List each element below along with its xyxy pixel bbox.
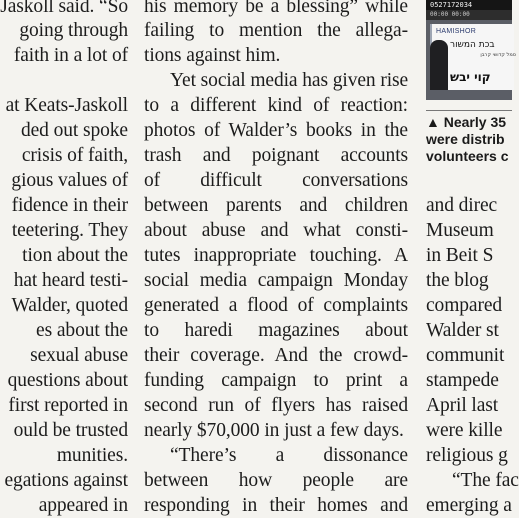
right-line-3: in Beit S bbox=[426, 245, 494, 266]
sign-hebrew-line-2: סמל קדושי קרבן bbox=[480, 52, 516, 58]
mid-line-15: their coverage. And the crowd- bbox=[144, 345, 408, 366]
mid-line-9: between parents and children bbox=[144, 195, 408, 216]
mid-line-17: second run of flyers has raised bbox=[144, 395, 408, 416]
left-line-3: faith in a lot of bbox=[13, 45, 128, 66]
left-line-10: teetering. They bbox=[11, 220, 128, 241]
right-line-6: Walder st bbox=[426, 320, 499, 341]
mid-line-4: Yet social media has given rise bbox=[170, 70, 409, 91]
mid-line-18: nearly $70,000 in just a few days. bbox=[144, 420, 404, 441]
mid-line-1: his memory be a blessing” while bbox=[144, 0, 408, 17]
mid-line-21: responding in their homes and bbox=[144, 495, 408, 516]
mid-line-11: tutes inappropriate touching. A bbox=[144, 245, 408, 266]
photo-phone-number: 0527172034 bbox=[426, 0, 512, 10]
left-line-7: crisis of faith, bbox=[21, 145, 128, 166]
left-line-19: munities. bbox=[56, 445, 128, 466]
left-line-9: fidence in their bbox=[11, 195, 128, 216]
caption-line-2: were distrib bbox=[426, 131, 505, 147]
right-line-2: Museum bbox=[426, 220, 494, 241]
right-line-1: and direc bbox=[426, 195, 498, 216]
right-line-13: emerging a bbox=[426, 495, 512, 516]
mid-line-20: between how people are bbox=[144, 470, 408, 491]
left-line-17: first reported in bbox=[8, 395, 128, 416]
sign-brand-logo: HAMISHOR bbox=[436, 28, 477, 35]
left-line-15: sexual abuse bbox=[30, 345, 128, 366]
mid-line-16: funding campaign to print a bbox=[144, 370, 408, 391]
left-line-18: ould be trusted bbox=[13, 420, 128, 441]
mid-line-14: to haredi magazines about bbox=[144, 320, 408, 341]
left-line-2: going through bbox=[19, 20, 128, 41]
sign-hebrew-line-1: בכת המשור bbox=[450, 40, 495, 50]
left-line-14: es about the bbox=[36, 320, 128, 341]
right-line-5: compared bbox=[426, 295, 503, 316]
left-line-16: questions about bbox=[7, 370, 128, 391]
left-line-20: egations against bbox=[4, 470, 128, 491]
middle-text-column bbox=[144, 0, 409, 516]
mid-line-7: trash and poignant accounts bbox=[144, 145, 408, 166]
mid-line-3: tions against him. bbox=[144, 45, 281, 66]
caption-line-3: volunteers c bbox=[426, 148, 509, 164]
mid-line-13: generated a flood of complaints bbox=[144, 295, 408, 316]
left-line-1: Jaskoll said. “So bbox=[0, 0, 128, 17]
left-line-6: ded out spoke bbox=[20, 120, 128, 141]
right-line-11: religious g bbox=[426, 445, 508, 466]
left-text-column bbox=[0, 0, 128, 516]
left-line-12: hat heard testi- bbox=[13, 270, 128, 291]
mid-line-6: photos of Walder’s books in the bbox=[144, 120, 408, 141]
mid-line-12: social media campaign Monday bbox=[144, 270, 408, 291]
mid-line-19: “There’s a dissonance bbox=[170, 445, 408, 466]
left-line-13: Walder, quoted bbox=[11, 295, 128, 316]
right-line-4: the blog bbox=[426, 270, 489, 291]
left-line-21: appeared in bbox=[38, 495, 128, 516]
caption-line-1: ▲ Nearly 35 bbox=[426, 114, 507, 130]
photo-strip-text: 00:00 00:00 bbox=[426, 10, 512, 20]
mid-line-10: about abuse and what consti- bbox=[144, 220, 408, 241]
right-text-column bbox=[426, 0, 519, 516]
right-line-12: “The fac bbox=[452, 470, 519, 491]
right-line-8: stampede bbox=[426, 370, 499, 391]
mid-line-5: to a different kind of reaction: bbox=[144, 95, 408, 116]
right-line-10: were kille bbox=[426, 420, 503, 441]
right-line-7: communit bbox=[426, 345, 505, 366]
sign-hebrew-line-3: קוי יבש bbox=[450, 70, 491, 84]
right-line-9: April last bbox=[426, 395, 499, 416]
left-line-11: tion about the bbox=[22, 245, 128, 266]
mid-line-2: failing to mention the allega- bbox=[144, 20, 408, 41]
left-line-8: gious values of bbox=[11, 170, 128, 191]
mid-line-8: of difficult conversations bbox=[144, 170, 408, 191]
left-line-5: at Keats-Jaskoll bbox=[5, 95, 128, 116]
